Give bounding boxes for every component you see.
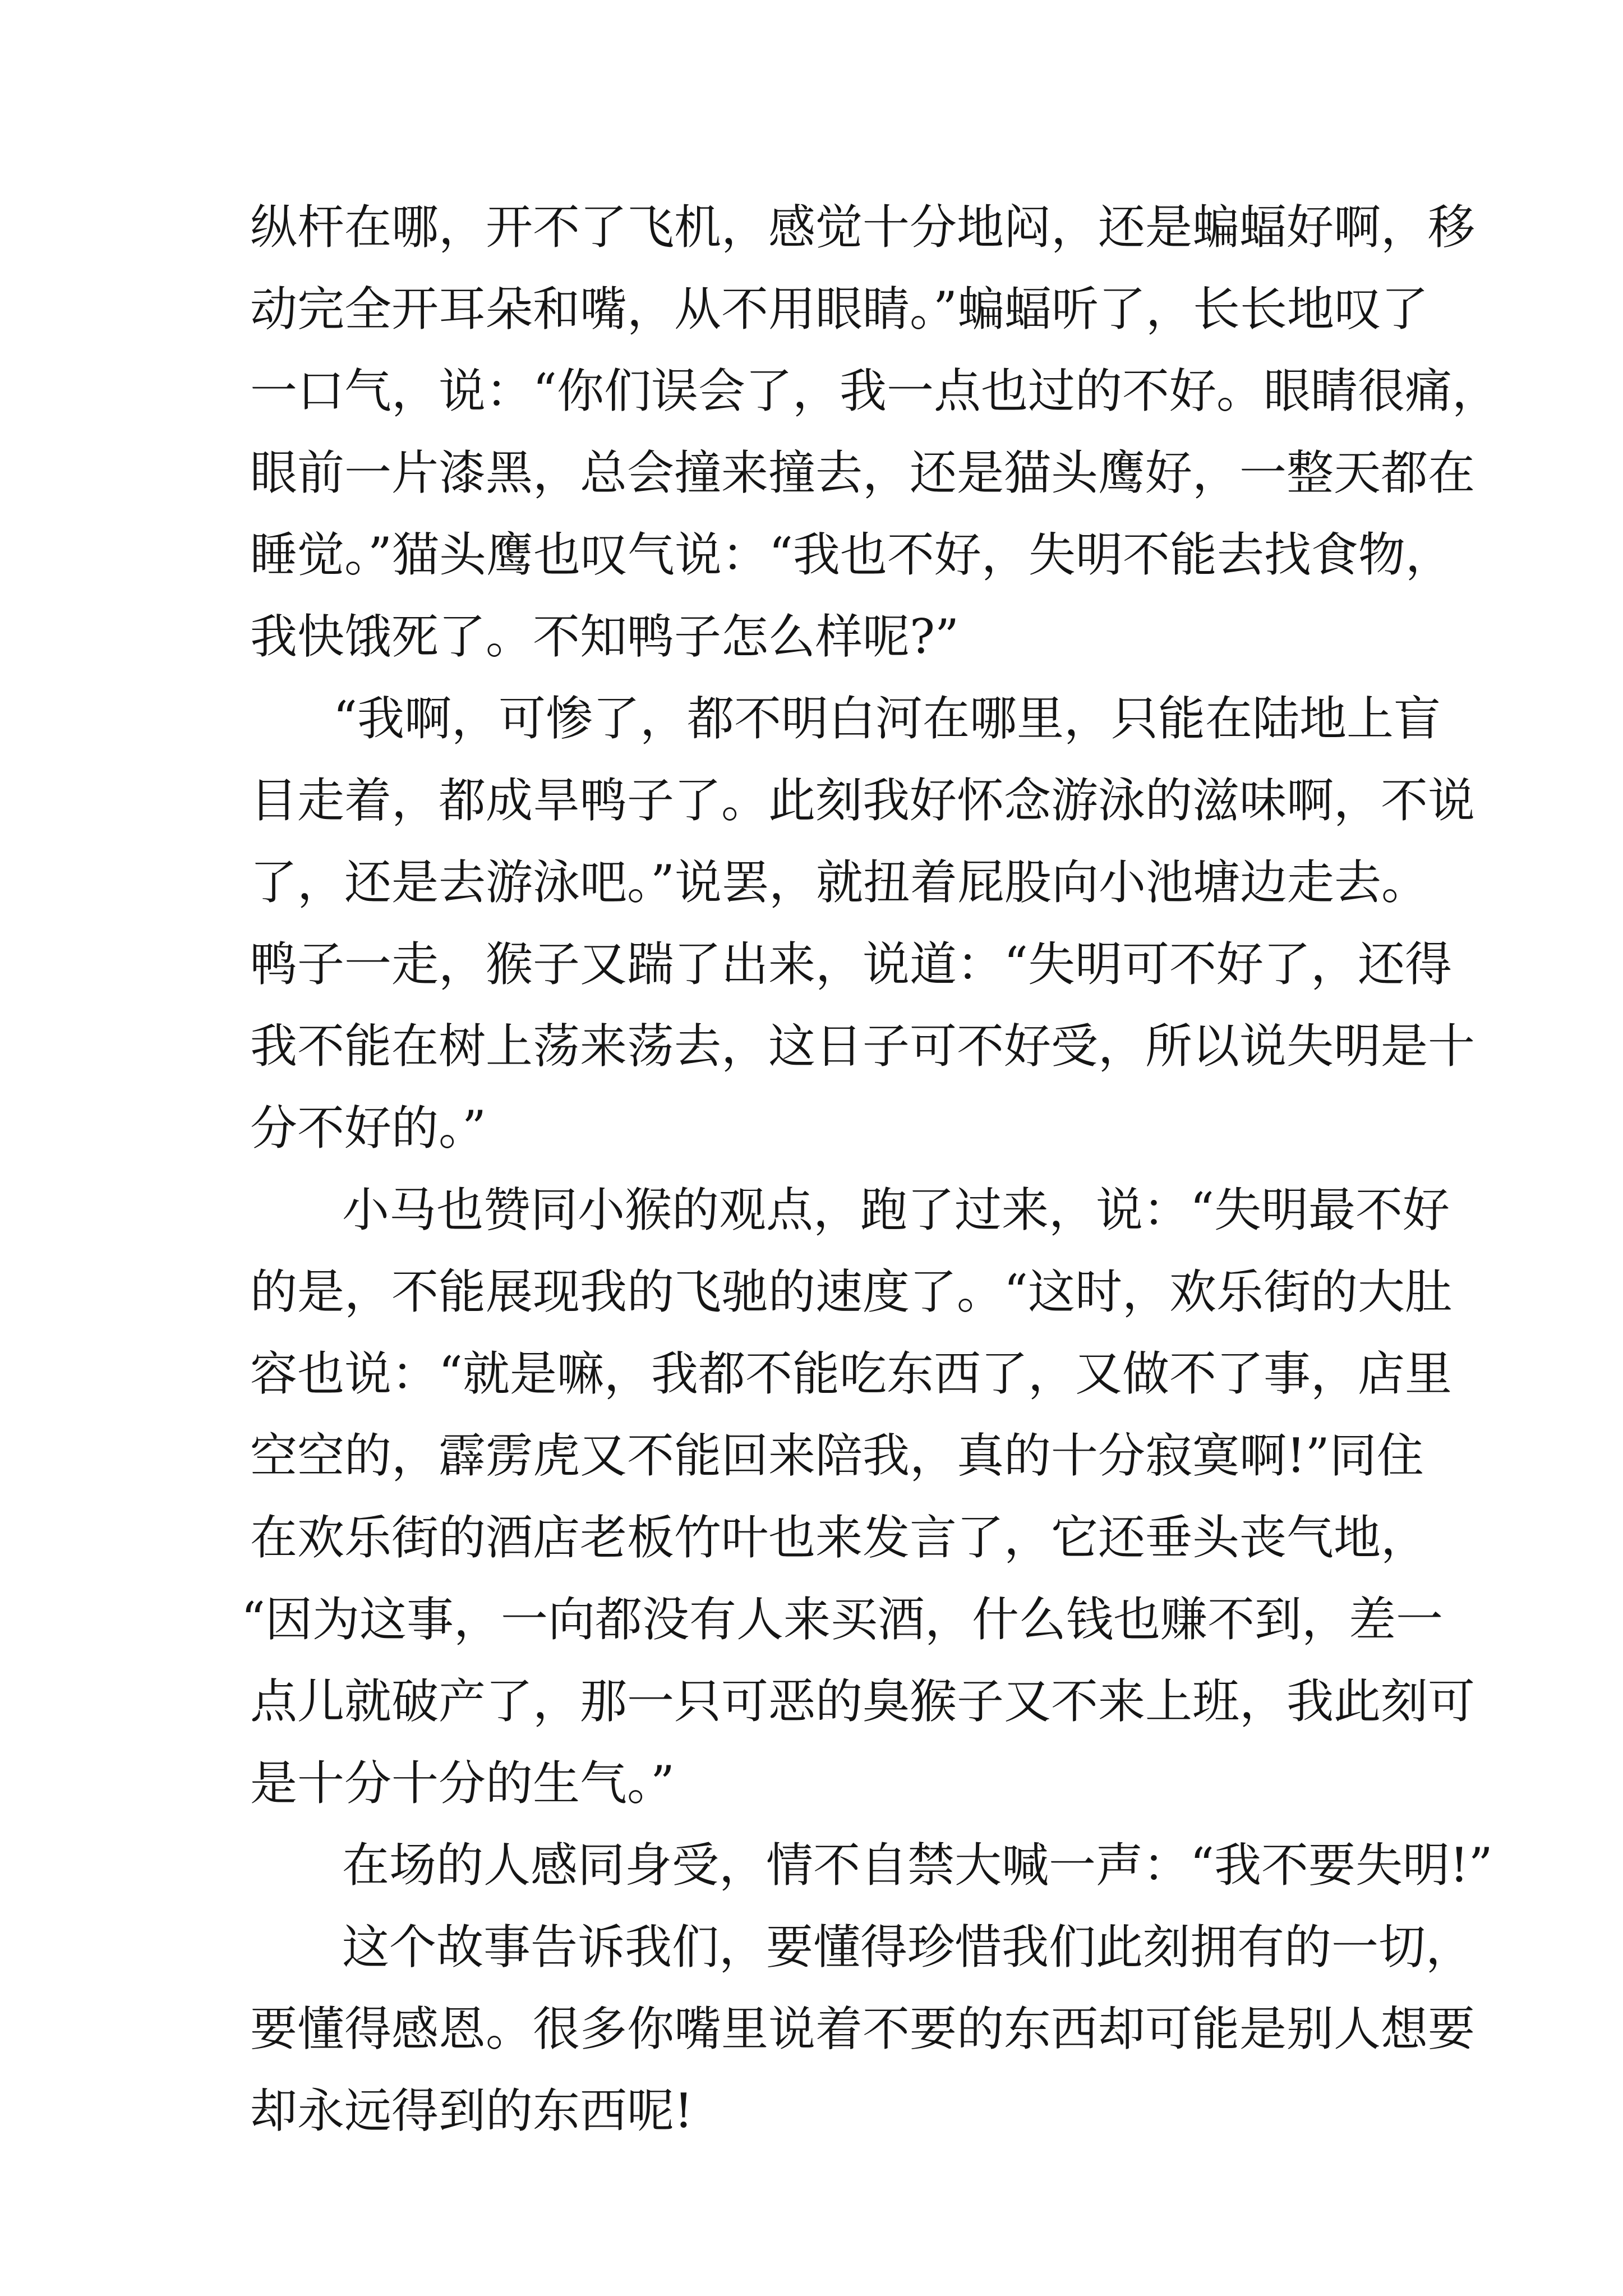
text-line: 点儿就破产了，那一只可恶的臭猴子又不来上班，我此刻可 [250,1674,1476,1729]
text-line: 分不好的。” [250,1101,486,1156]
text-line: 要懂得感恩。很多你嘴里说着不要的东西却可能是别人想要 [250,2001,1476,2056]
text-line: 纵杆在哪，开不了飞机，感觉十分地闷，还是蝙蝠好啊，移 [250,200,1476,255]
text-line: 动完全开耳朵和嘴，从不用眼睛。”蝙蝠听了，长长地叹了 [250,282,1428,337]
text-line: 是十分十分的生气。” [250,1756,675,1811]
document-body [0,186,1623,2152]
text-line: 了，还是去游泳吧。”说罢，就扭着屁股向小池塘边走去。 [250,855,1428,910]
text-line: 我快饿死了。不知鸭子怎么样呢?” [250,609,959,664]
text-line: 在欢乐街的酒店老板竹叶也来发言了，它还垂头丧气地， [250,1510,1428,1565]
paragraph-start-line: 小马也赞同小猴的观点，跑了过来，说：“失明最不好 [342,1182,1450,1237]
text-line: 一口气，说：“你们误会了，我一点也过的不好。眼睛很痛， [250,364,1499,418]
text-line: “因为这事，一向都没有人来买酒，什么钱也赚不到，差一 [241,1592,1443,1647]
text-line: 却永远得到的东西呢! [250,2083,693,2138]
paragraph-start-line: “我啊，可惨了，都不明白河在哪里，只能在陆地上盲 [333,691,1441,746]
text-line: 容也说：“就是嘛，我都不能吃东西了，又做不了事，店里 [250,1346,1452,1401]
text-line: 鸭子一走，猴子又踹了出来，说道：“失明可不好了，还得 [250,937,1452,992]
text-line: 我不能在树上荡来荡去，这日子可不好受，所以说失明是十 [250,1019,1476,1074]
paragraph-start-line: 这个故事告诉我们，要懂得珍惜我们此刻拥有的一切， [342,1920,1473,1975]
text-line: 睡觉。”猫头鹰也叹气说：“我也不好，失明不能去找食物， [250,527,1453,582]
text-line: 的是，不能展现我的飞驰的速度了。“这时，欢乐街的大肚 [250,1264,1452,1319]
paragraph-start-line: 在场的人感同身受，情不自禁大喊一声：“我不要失明!” [342,1838,1493,1893]
text-line: 眼前一片漆黑，总会撞来撞去，还是猫头鹰好，一整天都在 [250,445,1476,500]
text-line: 空空的，霹雳虎又不能回来陪我，真的十分寂寞啊!”同住 [250,1428,1424,1483]
text-line: 目走着，都成旱鸭子了。此刻我好怀念游泳的滋味啊，不说 [250,773,1476,828]
